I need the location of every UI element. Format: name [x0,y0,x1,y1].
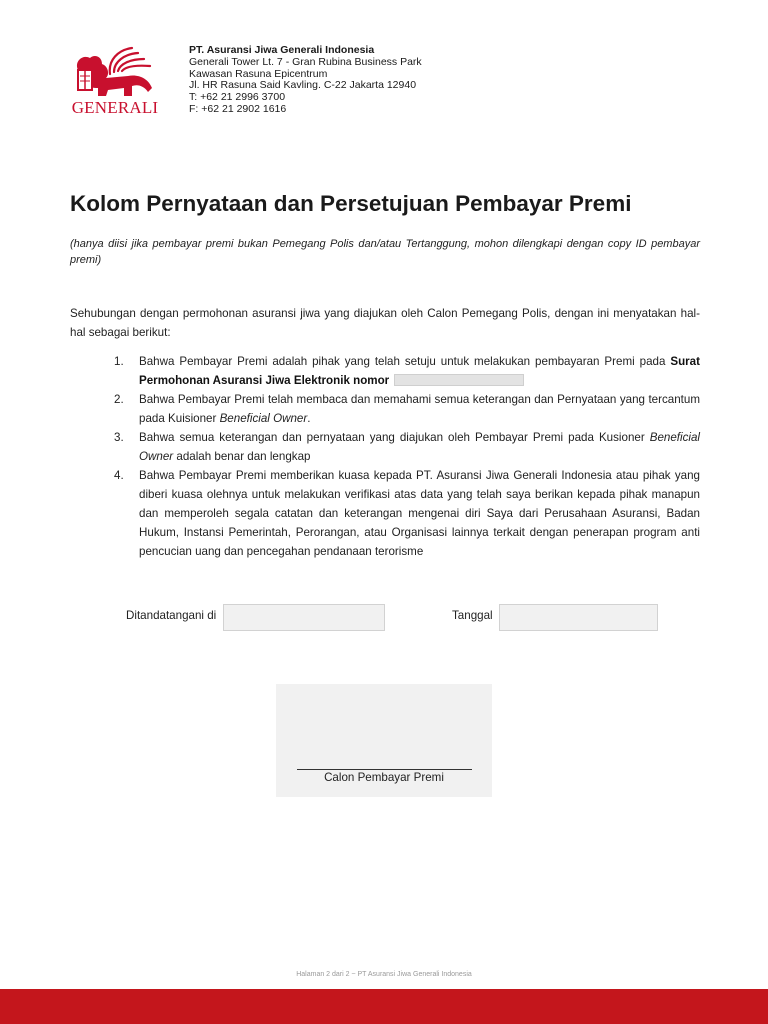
list-number: 2. [114,393,124,406]
place-label: Ditandatangani di [126,609,217,622]
generali-logo [68,44,162,116]
list-text: Bahwa Pembayar Premi telah membaca dan memahami semua keterangan dan Pernyataan yang tercantum pada Kuisioner [139,393,700,425]
date-field[interactable] [499,604,658,631]
list-bold-text: Surat Permohonan Asuransi Jiwa Elektronik nomor [139,355,700,387]
footer-text: Halaman 2 dari 2 ~ PT Asuransi Jiwa Generali Indonesia [296,971,472,978]
list-italic-text: Beneficial Owner [139,431,700,463]
signer-caption: Calon Pembayar Premi [324,771,444,784]
place-field[interactable] [223,604,385,631]
fax-number: F: +62 21 2902 1616 [189,102,287,115]
company-name: PT. Asuransi Jiwa Generali Indonesia [189,44,375,56]
list-item [114,352,700,390]
list-number: 1. [114,355,124,368]
statement-list [114,352,700,561]
address-line: Kawasan Rasuna Epicentrum [189,67,328,80]
date-label: Tanggal [452,609,493,622]
list-item [114,466,700,561]
list-item [114,428,700,466]
logo-wordmark: GENERALI [71,98,159,117]
list-text-tail: adalah benar dan lengkap [173,450,311,463]
phone-number: T: +62 21 2996 3700 [189,91,286,104]
list-text: Bahwa Pembayar Premi memberikan kuasa kepada PT. Asuransi Jiwa Generali Indonesia atau pihak yang diberi kuasa olehnya untuk melakukan verifikasi atas data yang telah saya berikan kepada pihak manapun dan memperoleh segala catatan dan keterangan mengenai diri Saya dari Perusahaan Asuransi, Badan Hukum, Instansi Pemerintah, Perorangan, atau Organisasi lainnya terkait dengan penerapan program anti pencucian uang dan pencegahan pendanaan terorisme [139,469,700,558]
company-info [189,45,422,116]
page-title: Kolom Pernyataan dan Persetujuan Pembayar Premi [70,191,632,216]
list-text-tail: . [307,412,311,425]
footer-bar [0,989,768,1024]
list-number: 3. [114,431,124,444]
list-text: Bahwa semua keterangan dan pernyataan yang diajukan oleh Pembayar Premi pada Kusioner [139,431,650,444]
intro-paragraph: Sehubungan dengan permohonan asuransi jiwa yang diajukan oleh Calon Pemegang Polis, dengan ini menyatakan hal-hal sebagai berikut: [70,307,700,339]
application-number-field[interactable] [394,374,524,386]
winged-lion-icon [68,44,162,98]
instruction-note: (hanya diisi jika pembayar premi bukan Pemegang Polis dan/atau Tertanggung, mohon dilengkapi dengan copy ID pembayar premi) [70,238,700,266]
list-text: Bahwa Pembayar Premi adalah pihak yang telah setuju untuk melakukan pembayaran Premi pada [139,355,671,368]
list-item [114,390,700,428]
address-line: Generali Tower Lt. 7 - Gran Rubina Business Park [189,55,422,68]
list-number: 4. [114,469,124,482]
address-line: Jl. HR Rasuna Said Kavling. C-22 Jakarta 12940 [189,79,417,92]
signature-line [297,769,472,770]
list-italic-text: Beneficial Owner [219,412,308,425]
